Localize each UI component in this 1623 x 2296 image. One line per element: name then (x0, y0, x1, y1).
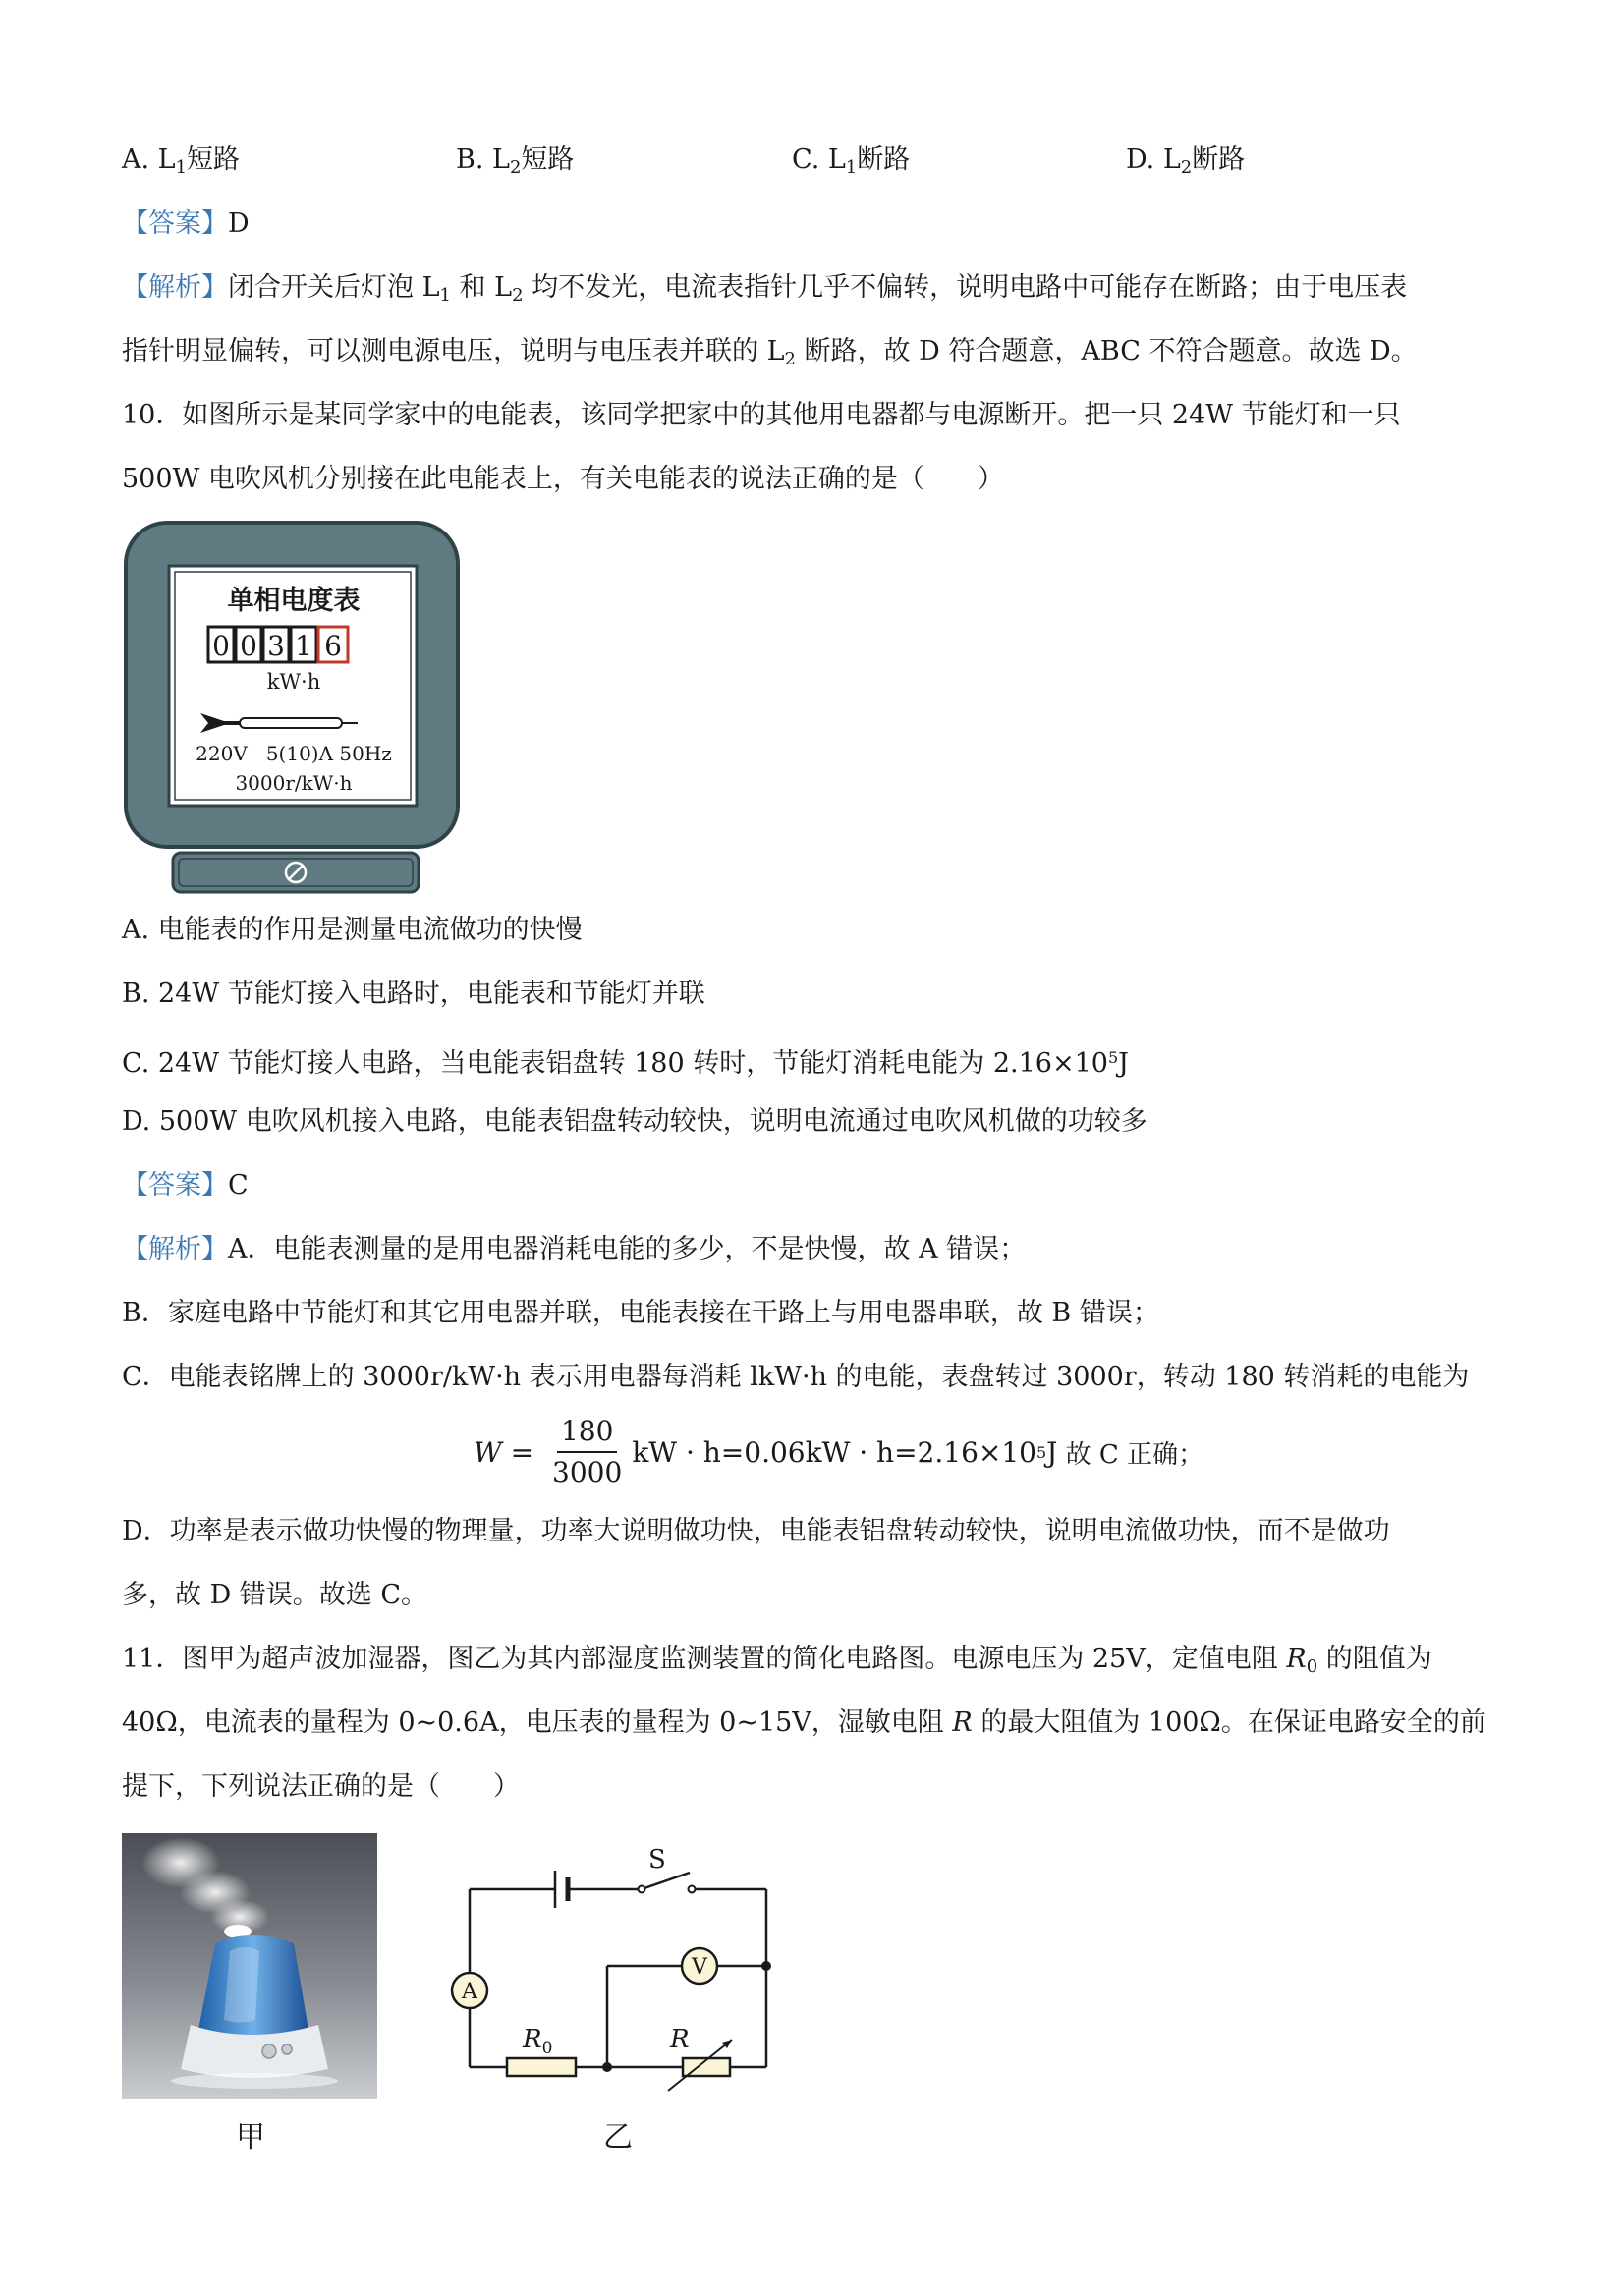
q11-stem-line1: 11．图甲为超声波加湿器，图乙为其内部湿度监测装置的简化电路图。电源电压为 25V，定值电阻 $R_0$ 的阻值为 (122, 1644, 1432, 1677)
energy-formula: W = $\frac{180}{3000}$ kW · h=0.06kW · h=2.16×10 5 J 故 C 正确； (474, 1408, 1203, 1496)
answer-tag: 【答案】 (122, 208, 228, 239)
q11-stem-line3: 提下，下列说法正确的是（ ） (122, 1771, 520, 1802)
meter-digit: 0 (212, 630, 230, 662)
q10-analysis-a: 【解析】A．电能表测量的是用电器消耗电能的多少，不是快慢，故 A 错误； (122, 1234, 1027, 1264)
option-d: D. $L_2$断路 (1126, 144, 1246, 178)
q10-option-b: B. 24W 节能灯接入电路时，电能表和节能灯并联 (122, 979, 705, 1009)
meter-digit: 0 (240, 630, 257, 662)
r-label: R (670, 2025, 690, 2054)
humidifier-photo (122, 1833, 377, 2099)
analysis-tag: 【解析】 (122, 1234, 228, 1264)
q10-analysis-c: C．电能表铭牌上的 3000r/kW·h 表示用电器每消耗 lkW·h 的电能，表盘转过 3000r，转动 180 转消耗的电能为 (122, 1362, 1470, 1392)
voltmeter-symbol: V (692, 1955, 707, 1980)
q10-analysis-b: B．家庭电路中节能灯和其它用电器并联，电能表接在干路上与用电器串联，故 B 错误； (122, 1298, 1159, 1328)
answer-tag: 【答案】 (122, 1170, 228, 1201)
q10-option-a: A. 电能表的作用是测量电流做功的快慢 (122, 915, 583, 945)
meter-title: 单相电度表 (227, 586, 361, 616)
q10-answer: 【答案】C (122, 1170, 249, 1201)
meter-digit: 6 (324, 630, 342, 662)
q10-analysis-d1: D．功率是表示做功快慢的物理量，功率大说明做功快，电能表铝盘转动较快，说明电流做功快，而不是做功 (122, 1516, 1390, 1546)
q9-analysis-line2: 指针明显偏转，可以测电源电压，说明与电压表并联的 $L_2$ 断路，故 D 符合题意，ABC 不符合题意。故选 D。 (122, 336, 1418, 369)
option-b: B. $L_2$短路 (456, 144, 575, 178)
meter-digit: 3 (267, 630, 285, 662)
q11-stem-line2: 40Ω，电流表的量程为 0~0.6A，电压表的量程为 0~15V，湿敏电阻 R 的最大阻值为 100Ω。在保证电路安全的前 (122, 1708, 1486, 1738)
q10-option-c: C. 24W 节能灯接人电路，当电能表铝盘转 180 转时，节能灯消耗电能为 $2.16\times 10^5J$ (122, 1048, 1129, 1079)
meter-rating: 220V 5(10)A 50Hz (196, 742, 392, 765)
figure-caption-jia: 甲 (236, 2120, 265, 2155)
q10-analysis-d2: 多，故 D 错误。故选 C。 (122, 1580, 428, 1610)
meter-digit: 1 (295, 630, 312, 662)
electric-meter-figure (122, 519, 466, 897)
option-a: A. $L_1$短路 (122, 144, 241, 178)
analysis-tag: 【解析】 (122, 272, 228, 303)
ammeter-symbol: A (462, 1980, 477, 2004)
r0-label: $R_0$ (523, 2025, 553, 2058)
meter-constant: 3000r/kW·h (235, 771, 353, 795)
meter-unit: kW·h (266, 670, 321, 694)
option-c: C. $L_1$断路 (792, 144, 911, 178)
q9-answer: 【答案】D (122, 208, 250, 239)
figure-caption-yi: 乙 (603, 2120, 633, 2155)
q9-analysis-line1: 【解析】闭合开关后灯泡 $L_1$ 和 $L_2$ 均不发光，电流表指针几乎不偏转，说明电路中可能存在断路；由于电压表 (122, 272, 1408, 306)
q10-stem-line2: 500W 电吹风机分别接在此电能表上，有关电能表的说法正确的是（ ） (122, 464, 1004, 494)
q10-stem-line1: 10．如图所示是某同学家中的电能表，该同学把家中的其他用电器都与电源断开。把一只 24W 节能灯和一只 (122, 400, 1401, 430)
meter-digits (208, 627, 348, 662)
q10-option-d: D. 500W 电吹风机接入电路，电能表铝盘转动较快，说明电流通过电吹风机做的功较多 (122, 1106, 1147, 1137)
switch-label: S (648, 1845, 666, 1875)
circuit-diagram (432, 1833, 786, 2099)
